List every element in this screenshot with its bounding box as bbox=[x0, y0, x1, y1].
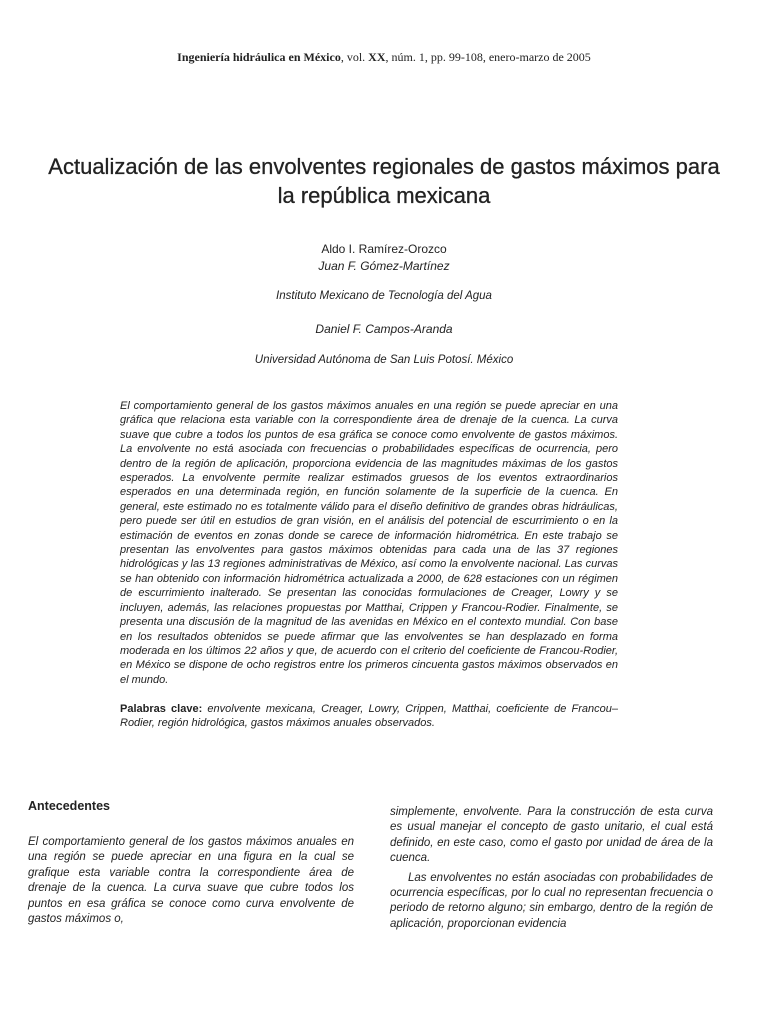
article-title: Actualización de las envolventes regionales de gastos máximos para la república mexicana bbox=[48, 154, 720, 208]
journal-vol-label: , vol. bbox=[340, 50, 369, 64]
keywords bbox=[120, 702, 618, 731]
affiliation-1: Instituto Mexicano de Tecnología del Agua bbox=[276, 290, 492, 302]
journal-header bbox=[0, 50, 768, 65]
journal-name: Ingeniería hidráulica en México bbox=[177, 50, 341, 64]
author-2: Juan F. Gómez-Martínez bbox=[318, 259, 450, 273]
right-column bbox=[390, 805, 713, 932]
author-1: Aldo I. Ramírez-Orozco bbox=[321, 242, 447, 256]
affiliation-2: Universidad Autónoma de San Luis Potosí. México bbox=[254, 354, 514, 366]
right-paragraph-1: simplemente, envolvente. Para la construcción de esta curva es usual manejar el concepto de gasto unitario, el cual está definido, en este caso, como el gasto por unidad de área de la cuenca. bbox=[390, 806, 713, 865]
journal-volume: XX bbox=[368, 50, 386, 64]
keywords-label: Palabras clave: bbox=[120, 703, 203, 715]
abstract: El comportamiento general de los gastos máximos anuales en una región se puede apreciar en una gráfica que relaciona esta variable con la correspondiente área de drenaje de la cuenca. La curva suave que cubre a todos los puntos de esa gráfica se conoce como envolvente de gastos máximos. La envolvente no está asociada con frecuencias o probabilidades específicas de ocurrencia, pero dentro de la región de aplicación, proporciona evidencia de las magnitudes máximas de los gastos esperados. La envolvente permite realizar estimados gruesos de los eventos extraordinarios esperados en una determinada región, en función solamente de la superficie de la cuenca. En general, este estimado no es totalmente válido para el diseño definitivo de grandes obras hidráulicas, pero puede ser útil en estudios de gran visión, en el análisis del potencial de escurrimiento o en la estimación de eventos en zonas donde se carece de información hidrométrica. En este trabajo se presentan las envolventes para gastos máximos obtenidas para cada una de las 37 regiones hidrológicas y las 13 regiones administrativas de México, así como la envolvente nacional. Las curvas se han obtenido con información hidrométrica actualizada a 2000, de 628 estaciones con un régimen de escurrimiento inalterado. Se presentan las conocidas formulaciones de Creager, Lowry y se incluyen, además, las relaciones propuestas por Matthai, Crippen y Francou-Rodier. Finalmente, se presenta una discusión de la magnitud de las avenidas en México en el contexto mundial. Con base en los resultados obtenidos se puede afirmar que las envolventes se han desplazado en forma moderada en los últimos 22 años y que, de acuerdo con el criterio del coeficiente de Francou-Rodier, en México se dispone de ocho registros entre los primeros cincuenta gastos máximos observados en el mundo. bbox=[120, 400, 618, 686]
section-heading: Antecedentes bbox=[28, 799, 110, 813]
keywords-text: envolvente mexicana, Creager, Lowry, Crippen, Matthai, coeficiente de Francou–Rodier, región hidrológica, gastos máximos anuales observados. bbox=[120, 703, 618, 730]
author-3: Daniel F. Campos-Aranda bbox=[315, 322, 453, 336]
journal-issue-pages: , núm. 1, pp. 99-108, enero-marzo de 2005 bbox=[385, 50, 591, 64]
right-paragraph-2: Las envolventes no están asociadas con probabilidades de ocurrencia específicas, por lo cual no representan frecuencia o periodo de retorno alguno; sin embargo, dentro de la región de aplicación, proporcionan evidencia bbox=[390, 871, 713, 930]
left-column bbox=[28, 835, 354, 927]
left-paragraph: El comportamiento general de los gastos máximos anuales en una región se puede apreciar en una figura en la cual se grafique esta variable contra la correspondiente área de drenaje de la cuenca. La curva suave que cubre todos los puntos en esa gráfica se conoce como curva envolvente de gastos máximos o, bbox=[28, 836, 354, 926]
